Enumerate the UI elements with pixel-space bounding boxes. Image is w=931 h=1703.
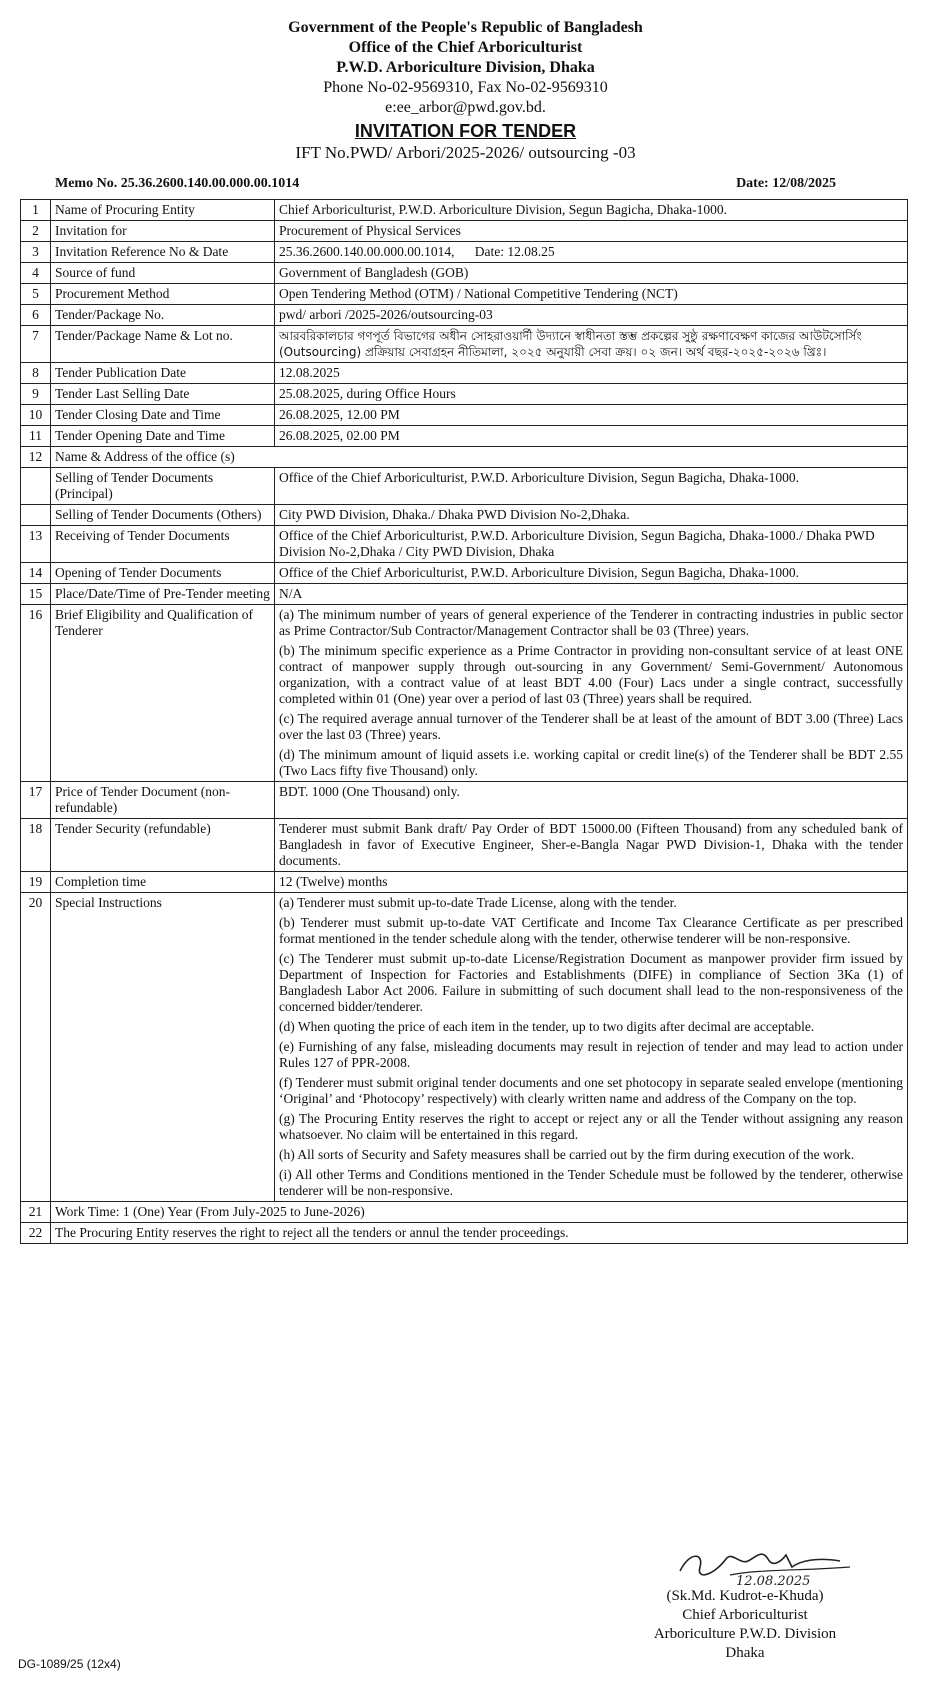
letterhead <box>0 0 931 164</box>
row-label: Brief Eligibility and Qualification of Tenderer <box>51 605 275 782</box>
row-number: 22 <box>21 1223 51 1244</box>
row-number: 3 <box>21 242 51 263</box>
row-value: N/A <box>275 584 908 605</box>
row-label: Tender Opening Date and Time <box>51 426 275 447</box>
row-number: 5 <box>21 284 51 305</box>
row-number: 9 <box>21 384 51 405</box>
eligibility-item: (a) The minimum number of years of general experience of the Tenderer in contracting industries in public sector as Prime Contractor/Sub Contractor/Management Contractor shall be 03 (Three) years. <box>279 607 903 638</box>
table-row <box>21 405 908 426</box>
signatory-designation: Chief Arboriculturist <box>682 1607 808 1623</box>
signature-block <box>600 1545 890 1663</box>
table-row <box>21 872 908 893</box>
svg-text:12.08.2025: 12.08.2025 <box>736 1574 811 1587</box>
office-line: Office of the Chief Arboriculturist <box>348 39 583 56</box>
row-value: 12.08.2025 <box>275 363 908 384</box>
table-row <box>21 782 908 819</box>
row-label: Name & Address of the office (s) <box>51 447 908 468</box>
row-label: Name of Procuring Entity <box>51 200 275 221</box>
ift-number: IFT No.PWD/ Arbori/2025-2026/ outsourcing -03 <box>295 143 636 162</box>
table-row <box>21 326 908 363</box>
table-row <box>21 1223 908 1244</box>
row-number: 11 <box>21 426 51 447</box>
row-value: 26.08.2025, 12.00 PM <box>275 405 908 426</box>
row-label: Tender Closing Date and Time <box>51 405 275 426</box>
row-label: Completion time <box>51 872 275 893</box>
row-number: 19 <box>21 872 51 893</box>
row-value: Tenderer must submit Bank draft/ Pay Order of BDT 15000.00 (Fifteen Thousand) from any scheduled bank of Bangladesh in favor of Executive Engineer, Sher-e-Bangla Nagar PWD Division-1, Dhaka with the tender documents. <box>275 819 908 872</box>
row-number: 6 <box>21 305 51 326</box>
row-label: Procurement Method <box>51 284 275 305</box>
row-label: Selling of Tender Documents (Others) <box>51 505 275 526</box>
row-number: 18 <box>21 819 51 872</box>
memo-line <box>0 172 931 196</box>
table-row <box>21 819 908 872</box>
row-number: 20 <box>21 893 51 1202</box>
special-instructions-list <box>275 893 908 1202</box>
row-label: Tender Last Selling Date <box>51 384 275 405</box>
instruction-item: (g) The Procuring Entity reserves the right to accept or reject any or all the Tender without assigning any reason whatsoever. No claim will be entertained in this regard. <box>279 1111 903 1142</box>
row-label: Tender Publication Date <box>51 363 275 384</box>
table-row <box>21 893 908 1202</box>
table-row <box>21 426 908 447</box>
row-value: Work Time: 1 (One) Year (From July-2025 to June-2026) <box>51 1202 908 1223</box>
instruction-item: (i) All other Terms and Conditions mentioned in the Tender Schedule must be followed by the tenderer, otherwise tenderer will be non-responsive. <box>279 1167 903 1198</box>
row-label: Tender Security (refundable) <box>51 819 275 872</box>
government-line: Government of the People's Republic of Bangladesh <box>288 19 643 36</box>
table-row <box>21 363 908 384</box>
table-row <box>21 526 908 563</box>
row-number: 14 <box>21 563 51 584</box>
instruction-item: (e) Furnishing of any false, misleading documents may result in rejection of tender and may lead to action under Rules 127 of PPR-2008. <box>279 1039 903 1070</box>
instruction-item: (f) Tenderer must submit original tender documents and one set photocopy in separate sealed envelope (mentioning ‘Original’ and ‘Photocopy’ respectively) with clearly written name and address of the Company on the top. <box>279 1075 903 1106</box>
instruction-item: (a) Tenderer must submit up-to-date Trade License, along with the tender. <box>279 895 677 910</box>
row-value: 12 (Twelve) months <box>275 872 908 893</box>
division-line: P.W.D. Arboriculture Division, Dhaka <box>336 59 595 76</box>
row-value: 26.08.2025, 02.00 PM <box>275 426 908 447</box>
row-label: Receiving of Tender Documents <box>51 526 275 563</box>
row-number: 10 <box>21 405 51 426</box>
eligibility-list <box>275 605 908 782</box>
table-row <box>21 384 908 405</box>
table-row <box>21 605 908 782</box>
row-number: 8 <box>21 363 51 384</box>
row-label: Source of fund <box>51 263 275 284</box>
signature-scrawl-icon <box>670 1545 870 1587</box>
row-value: Open Tendering Method (OTM) / National Competitive Tendering (NCT) <box>275 284 908 305</box>
table-row <box>21 447 908 468</box>
row-value: BDT. 1000 (One Thousand) only. <box>275 782 908 819</box>
handwritten-signature <box>600 1545 890 1587</box>
row-value: Office of the Chief Arboriculturist, P.W.D. Arboriculture Division, Segun Bagicha, Dhaka-1000./ Dhaka PWD Division No-2,Dhaka / City PWD Division, Dhaka <box>275 526 908 563</box>
row-value: The Procuring Entity reserves the right to reject all the tenders or annul the tender proceedings. <box>51 1223 908 1244</box>
row-value: Government of Bangladesh (GOB) <box>275 263 908 284</box>
row-value: City PWD Division, Dhaka./ Dhaka PWD Division No-2,Dhaka. <box>275 505 908 526</box>
table-row <box>21 468 908 505</box>
row-number: 1 <box>21 200 51 221</box>
row-value-bangla: আরবরিকালচার গণপূর্ত বিভাগের অধীন সোহরাওয়ার্দী উদ্যানে স্বাধীনতা স্তম্ভ প্রকল্পের সুষ্ঠু রক্ষণাবেক্ষণ কাজের আউটসোর্সিং (Outsourcing) প্রক্রিয়ায় সেবাগ্রহন নীতিমালা, ২০২৫ অনুযায়ী সেবা ক্রয়। ০২ জন। অর্থ বছর-২০২৫-২০২৬ খ্রিঃ। <box>275 326 908 363</box>
row-value: 25.36.2600.140.00.000.00.1014, Date: 12.08.25 <box>275 242 908 263</box>
document-title: INVITATION FOR TENDER <box>354 121 577 141</box>
memo-date: Date: 12/08/2025 <box>736 176 836 191</box>
row-number: 16 <box>21 605 51 782</box>
row-number: 7 <box>21 326 51 363</box>
row-value: pwd/ arbori /2025-2026/outsourcing-03 <box>275 305 908 326</box>
table-row <box>21 263 908 284</box>
row-label: Price of Tender Document (non-refundable) <box>51 782 275 819</box>
instruction-item: (c) The Tenderer must submit up-to-date License/Registration Document as manpower provider firm issued by Department of Inspection for Factories and Establishments (DIFE) in compliance of Section 3Ka (1) of Bangladesh Labor Act 2006. Failure in submitting of such document shall lead to the non-responsiveness of the concerned bidder/tenderer. <box>279 951 903 1014</box>
row-number: 13 <box>21 526 51 563</box>
row-number: 12 <box>21 447 51 468</box>
table-row <box>21 505 908 526</box>
row-number-empty <box>21 468 51 505</box>
dg-reference-code: DG-1089/25 (12x4) <box>18 1657 121 1671</box>
row-value: Procurement of Physical Services <box>275 221 908 242</box>
signatory-name: (Sk.Md. Kudrot-e-Khuda) <box>666 1588 824 1604</box>
instruction-item: (b) Tenderer must submit up-to-date VAT Certificate and Income Tax Clearance Certificate as per prescribed format mentioned in the tender schedule along with the tender, otherwise tenderer will be non-responsive. <box>279 915 903 946</box>
signatory-city: Dhaka <box>725 1645 765 1661</box>
row-label: Invitation for <box>51 221 275 242</box>
row-number: 21 <box>21 1202 51 1223</box>
table-row <box>21 563 908 584</box>
table-row <box>21 584 908 605</box>
row-label: Place/Date/Time of Pre-Tender meeting <box>51 584 275 605</box>
row-label: Invitation Reference No & Date <box>51 242 275 263</box>
tender-details-table <box>20 199 908 1244</box>
email-line: e:ee_arbor@pwd.gov.bd. <box>385 99 546 116</box>
eligibility-item: (d) The minimum amount of liquid assets i.e. working capital or credit line(s) of the Tenderer shall be BDT 2.55 (Two Lacs fifty five Thousand) only. <box>279 747 903 778</box>
phone-fax-line: Phone No-02-9569310, Fax No-02-9569310 <box>323 79 608 96</box>
row-label: Tender/Package No. <box>51 305 275 326</box>
row-number-empty <box>21 505 51 526</box>
row-number: 17 <box>21 782 51 819</box>
row-label: Tender/Package Name & Lot no. <box>51 326 275 363</box>
instruction-item: (h) All sorts of Security and Safety measures shall be carried out by the firm during execution of the work. <box>279 1147 855 1162</box>
row-label: Selling of Tender Documents (Principal) <box>51 468 275 505</box>
memo-number: Memo No. 25.36.2600.140.00.000.00.1014 <box>55 176 300 191</box>
row-label: Special Instructions <box>51 893 275 1202</box>
row-value: 25.08.2025, during Office Hours <box>275 384 908 405</box>
signatory-division: Arboriculture P.W.D. Division <box>653 1626 837 1642</box>
table-row <box>21 221 908 242</box>
eligibility-item: (b) The minimum specific experience as a Prime Contractor in providing non-consultant service of at least ONE contract of manpower supply through out-sourcing in any Government/ Semi-Government/ Autonomous organization, with a contract value of at least BDT 4.00 (Four) Lacs under a single contract, successfully completed within 01 (One) year over a period of last 03 (Three) years shall be required. <box>279 643 903 706</box>
table-row <box>21 305 908 326</box>
table-row <box>21 242 908 263</box>
row-label: Opening of Tender Documents <box>51 563 275 584</box>
row-number: 15 <box>21 584 51 605</box>
table-row <box>21 284 908 305</box>
instruction-item: (d) When quoting the price of each item in the tender, up to two digits after decimal are acceptable. <box>279 1019 815 1034</box>
row-value: Chief Arboriculturist, P.W.D. Arboriculture Division, Segun Bagicha, Dhaka-1000. <box>275 200 908 221</box>
row-value: Office of the Chief Arboriculturist, P.W.D. Arboriculture Division, Segun Bagicha, Dhaka-1000. <box>275 563 908 584</box>
row-value: Office of the Chief Arboriculturist, P.W.D. Arboriculture Division, Segun Bagicha, Dhaka-1000. <box>275 468 908 505</box>
eligibility-item: (c) The required average annual turnover of the Tenderer shall be at least of the amount of BDT 3.00 (Three) Lacs over the last 03 (Three) years. <box>279 711 903 742</box>
table-row <box>21 200 908 221</box>
table-row <box>21 1202 908 1223</box>
row-number: 4 <box>21 263 51 284</box>
row-number: 2 <box>21 221 51 242</box>
